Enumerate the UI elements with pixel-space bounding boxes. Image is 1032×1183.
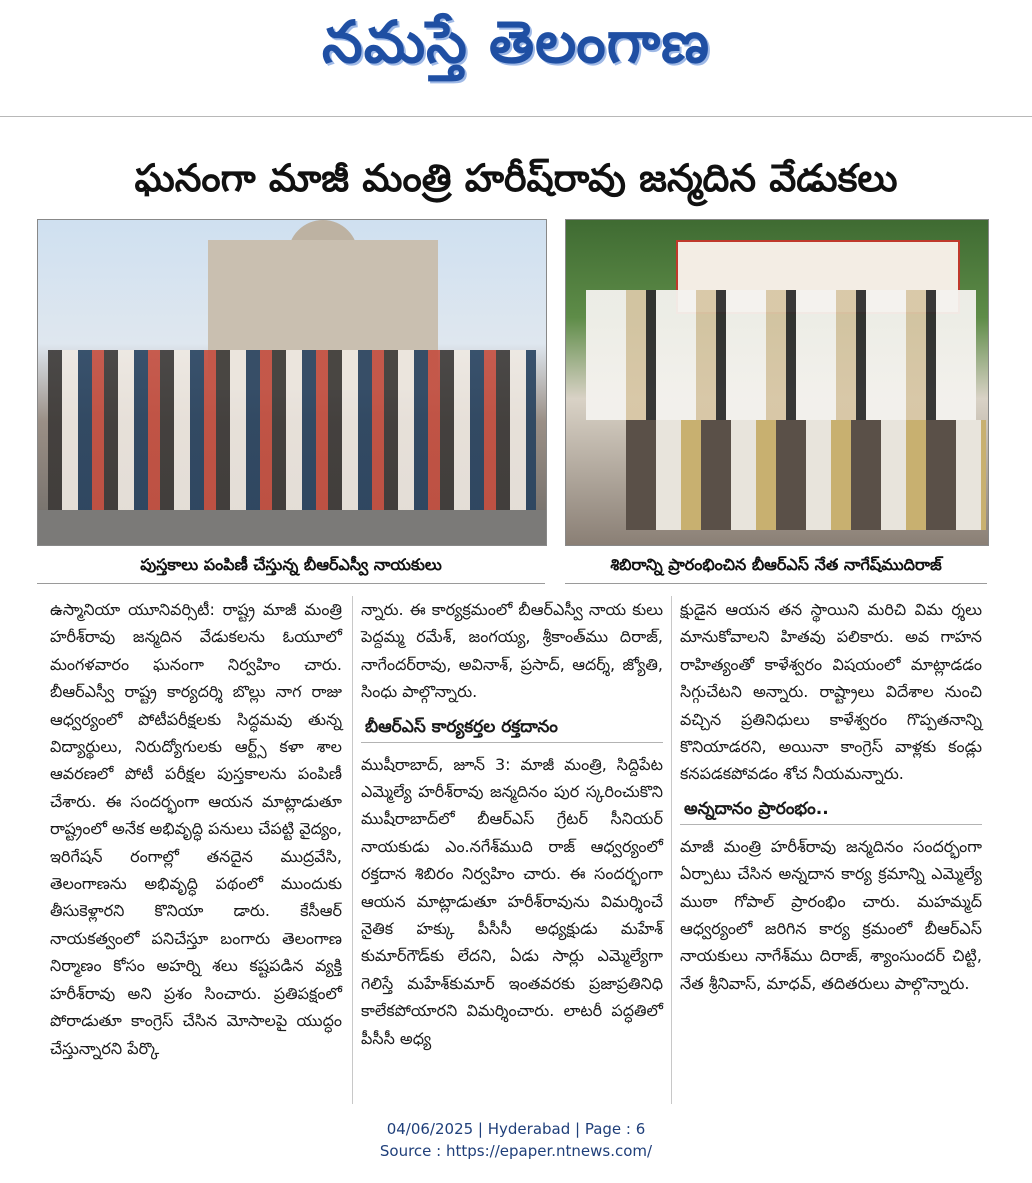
crowd-shape [48,350,536,510]
article-paragraph: ముషీరాబాద్, జూన్ 3: మాజీ మంత్రి, సిద్దిపేట ఎమ్మెల్యే హరీశ్‌రావు జన్మదినం పుర స్కరించుకొని ముషీరాబాద్‌లో బీఆర్‌ఎస్ గ్రేటర్ సీనియర్ నాయకుడు ఎం.నగేశ్‌ముది రాజ్ ఆధ్వర్యంలో రక్తదాన శిబిరం నిర్వహిం చారు. ఈ సందర్భంగా ఆయన మాట్లాడుతూ హరీశ్‌రావును విమర్శించే నైతిక హక్కు పీసీసీ అధ్యక్షుడు మహేశ్ కుమార్‌గౌడ్‌కు లేదని, ఏడు సార్లు ఎమ్మెల్యేగా గెలిస్తే మహేశ్‌కుమార్ ఇంతవరకు ప్రజాప్రతినిధి కాలేకపోయారని విమర్శించారు. లాటరీ పద్ధతిలో పీసీసీ అధ్య [361,754,663,1048]
article-headline: ఘనంగా మాజీ మంత్రి హరీష్‌రావు జన్మదిన వేడుకలు [134,156,898,200]
edition-info: 04/06/2025 | Hyderabad | Page : 6 [386,1120,646,1138]
donors-chairs-shape [626,420,986,530]
article-column-3 [680,596,982,997]
article-paragraph: న్నారు. ఈ కార్యక్రమంలో బీఆర్‌ఎస్వీ నాయ కులు పెద్దమ్మ రమేశ్, జంగయ్య, శ్రీకాంత్‌ము దిరాజ్, నాగేందర్‌రావు, అవినాశ్, ప్రసాద్, ఆదర్శ్, జ్యోతి, సింధు పాల్గొన్నారు. [361,600,663,702]
ground-shape [38,510,546,545]
section-subhead-blood-donation: బీఆర్‌ఎస్ కార్యకర్తల రక్తదానం [361,712,663,743]
article-column-2 [361,596,663,1052]
section-subhead-annadanam: అన్నదానం ప్రారంభం.. [680,794,982,825]
column-divider [671,596,672,1104]
page-footer [0,1118,1032,1162]
article-paragraph: మాజీ మంత్రి హరీశ్‌రావు జన్మదినం సందర్భంగా ఏర్పాటు చేసిన అన్నదాన కార్య క్రమాన్ని ఎమ్మెల్యే ముఠా గోపాల్ ప్రారంభిం చారు. మహమ్మద్ ఆధ్వర్యంలో జరిగిన కార్య క్రమంలో బీఆర్‌ఎస్ నాయకులు నాగేశ్‌ము దిరాజ్, శ్యాంసుందర్ చిట్టి, నేత శ్రీనివాస్, మాధవ్, తదితరులు పాల్గొన్నారు. [680,836,982,993]
left-photo-caption: పుస్తకాలు పంపిణీ చేస్తున్న బీఆర్‌ఎస్వీ నాయకులు [140,555,442,574]
book-distribution-photo [37,219,547,546]
masthead [0,0,1032,118]
article-paragraph: ఉస్మానియా యూనివర్సిటీ: రాష్ట్ర మాజీ మంత్రి హరీశ్‌రావు జన్మదిన వేడుకలను ఓయూలో మంగళవారం ఘనంగా నిర్వహిం చారు. బీఆర్‌ఎస్వీ రాష్ట్ర కార్యదర్శి బొల్లు నాగ రాజు ఆధ్వర్యంలో పోటీపరీక్షలకు సిద్ధమవు తున్న విద్యార్థులు, నిరుద్యోగులకు ఆర్ట్స్ కళా శాల ఆవరణలో పోటీ పరీక్షల పుస్తకాలను పంపిణీ చేశారు. ఈ సందర్భంగా ఆయన మాట్లాడుతూ రాష్ట్రంలో అనేక అభివృద్ధి పనులు చేపట్టి వైద్యం, ఇరిగేషన్ రంగాల్లో తనదైన ముద్రవేసి, తెలంగాణను అభివృద్ధి పథంలో ముందుకు తీసుకెళ్లారని కొనియా డారు. కేసీఆర్ నాయకత్వంలో పనిచేస్తూ బంగారు తెలంగాణ నిర్మాణం కోసం అహర్ని శలు కష్టపడిన వ్యక్తి హరీశ్‌రావు అని ప్రశం సించారు. ప్రతిపక్షంలో పోరాడుతూ కాంగ్రెస్ చేసిన మోసాలపై యుద్ధం చేస్తున్నారని పేర్కొ [50,600,342,1058]
right-photo-caption: శిబిరాన్ని ప్రారంభించిన బీఆర్‌ఎస్ నేత నాగేష్‌ముదిరాజ్ [610,555,942,574]
column-divider [352,596,353,1104]
source-link[interactable]: Source : https://epaper.ntnews.com/ [379,1142,653,1160]
article-paragraph: క్షుడైన ఆయన తన స్థాయిని మరిచి విమ ర్శలు మానుకోవాలని హితవు పలికారు. అవ గాహన రాహిత్యంతో కాళేశ్వరం విషయంలో మాట్లాడడం సిగ్గుచేటని అన్నారు. రాష్ట్రాలు విదేశాల నుంచి వచ్చిన ప్రతినిధులు కాళేశ్వరం గొప్పతనాన్ని కొనియాడరని, అయినా కాంగ్రెస్ వాళ్లకు కండ్లు కనపడకపోవడం శోచ నీయమన్నారు. [680,600,982,784]
newspaper-logo: నమస్తే తెలంగాణ [322,8,710,76]
blood-donation-photo [565,219,989,546]
people-shape [586,290,976,420]
caption-divider [37,583,545,584]
masthead-divider [0,116,1032,117]
caption-divider [565,583,987,584]
article-column-1 [50,596,342,1062]
